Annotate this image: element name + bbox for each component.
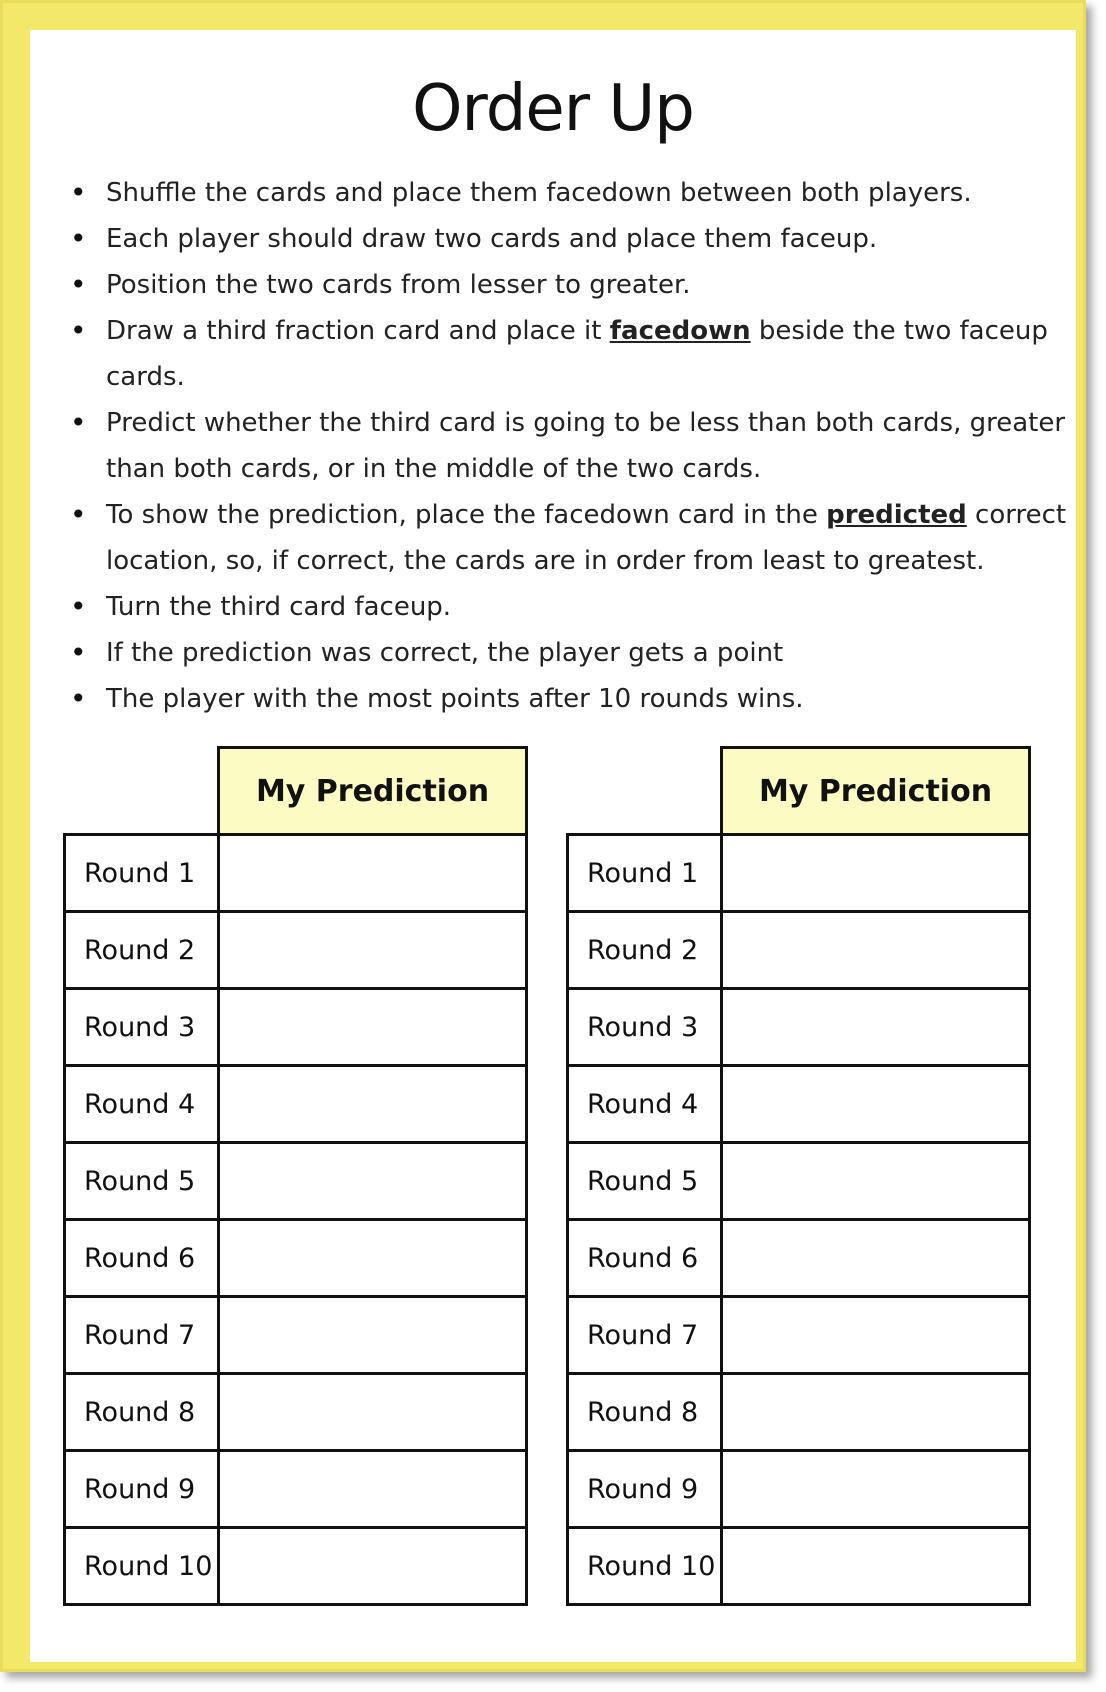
table-row: [568, 1143, 1030, 1220]
rule-item: • Predict whether the third card is going to be less than both cards, greater than both cards, or in the middle of the two cards.: [70, 400, 1070, 492]
table-row: [568, 1451, 1030, 1528]
table-row: [65, 989, 527, 1066]
rule-item: • The player with the most points after 10 rounds wins.: [70, 676, 1070, 722]
table-row: [568, 1220, 1030, 1297]
round-label: Round 8: [568, 1374, 722, 1451]
round-label: Round 1: [65, 835, 219, 912]
emphasis-facedown: facedown: [609, 316, 751, 346]
round-label: Round 6: [65, 1220, 219, 1297]
prediction-cell[interactable]: [219, 1143, 527, 1220]
table-row: [568, 989, 1030, 1066]
round-label: Round 10: [568, 1528, 722, 1605]
prediction-cell[interactable]: [722, 1143, 1030, 1220]
page-title: Order Up: [412, 72, 694, 146]
prediction-cell[interactable]: [722, 835, 1030, 912]
table-row: [65, 1374, 527, 1451]
round-label: Round 10: [65, 1528, 219, 1605]
prediction-cell[interactable]: [219, 1066, 527, 1143]
table-row: [568, 1374, 1030, 1451]
table-row: [568, 1528, 1030, 1605]
round-label: Round 8: [65, 1374, 219, 1451]
table-row: [65, 1066, 527, 1143]
table-row: [65, 1220, 527, 1297]
round-label: Round 6: [568, 1220, 722, 1297]
table-row: [65, 1451, 527, 1528]
table-row: [65, 1143, 527, 1220]
round-label: Round 5: [65, 1143, 219, 1220]
rule-item: • Position the two cards from lesser to greater.: [70, 262, 1070, 308]
table-corner: [568, 748, 722, 835]
rule-item: • To show the prediction, place the facedown card in the predicted correct location, so, if correct, the cards are in order from least to greatest.: [70, 492, 1070, 584]
prediction-cell[interactable]: [722, 1528, 1030, 1605]
table-row: [65, 1297, 527, 1374]
round-label: Round 3: [568, 989, 722, 1066]
round-label: Round 3: [65, 989, 219, 1066]
prediction-cell[interactable]: [219, 1374, 527, 1451]
table-corner: [65, 748, 219, 835]
prediction-cell[interactable]: [722, 912, 1030, 989]
round-label: Round 5: [568, 1143, 722, 1220]
prediction-cell[interactable]: [722, 1066, 1030, 1143]
worksheet: [30, 30, 1076, 1662]
round-label: Round 9: [568, 1451, 722, 1528]
prediction-table-left: [63, 746, 528, 1606]
prediction-cell[interactable]: [219, 1451, 527, 1528]
prediction-cell[interactable]: [219, 989, 527, 1066]
prediction-cell[interactable]: [219, 1220, 527, 1297]
rules-list: [70, 170, 1070, 722]
rule-item: • Shuffle the cards and place them facedown between both players.: [70, 170, 1070, 216]
prediction-cell[interactable]: [219, 912, 527, 989]
round-label: Round 9: [65, 1451, 219, 1528]
table-header: My Prediction: [219, 748, 527, 835]
prediction-cell[interactable]: [219, 1297, 527, 1374]
prediction-cell[interactable]: [219, 1528, 527, 1605]
round-label: Round 2: [65, 912, 219, 989]
prediction-cell[interactable]: [722, 1451, 1030, 1528]
prediction-cell[interactable]: [219, 835, 527, 912]
prediction-cell[interactable]: [722, 1220, 1030, 1297]
table-row: [568, 1297, 1030, 1374]
table-row: [568, 835, 1030, 912]
prediction-cell[interactable]: [722, 1297, 1030, 1374]
rule-item: • Each player should draw two cards and place them faceup.: [70, 216, 1070, 262]
round-label: Round 7: [568, 1297, 722, 1374]
rule-item: • Draw a third fraction card and place it facedown beside the two faceup cards.: [70, 308, 1070, 400]
round-label: Round 4: [65, 1066, 219, 1143]
prediction-cell[interactable]: [722, 1374, 1030, 1451]
round-label: Round 2: [568, 912, 722, 989]
table-row: [65, 912, 527, 989]
rule-item: • If the prediction was correct, the player gets a point: [70, 630, 1070, 676]
rule-item: • Turn the third card faceup.: [70, 584, 1070, 630]
table-row: [65, 1528, 527, 1605]
table-header: My Prediction: [722, 748, 1030, 835]
table-row: [568, 912, 1030, 989]
emphasis-predicted: predicted: [826, 500, 967, 530]
table-row: [568, 1066, 1030, 1143]
table-row: [65, 835, 527, 912]
round-label: Round 7: [65, 1297, 219, 1374]
prediction-table-right: [566, 746, 1031, 1606]
round-label: Round 4: [568, 1066, 722, 1143]
round-label: Round 1: [568, 835, 722, 912]
prediction-cell[interactable]: [722, 989, 1030, 1066]
